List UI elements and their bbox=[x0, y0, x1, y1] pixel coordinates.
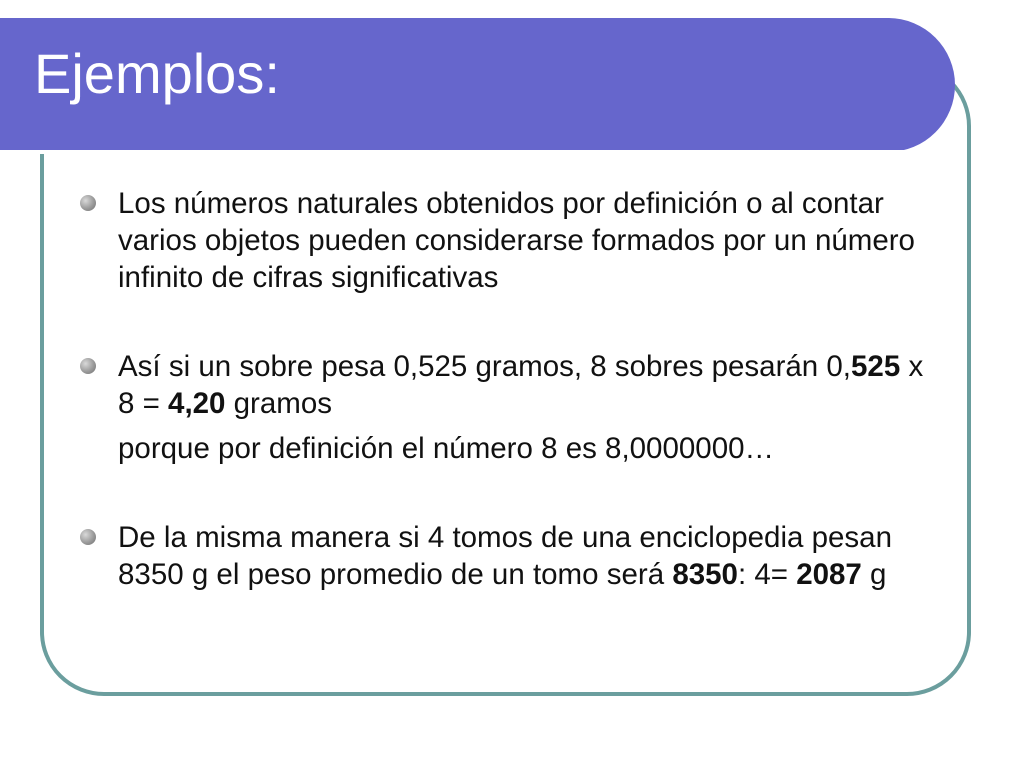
bullet-3-text-part3: : 4= bbox=[737, 558, 797, 591]
slide-title: Ejemplos: bbox=[34, 42, 280, 105]
bullet-dot-icon bbox=[80, 358, 96, 374]
bullet-item-1 bbox=[80, 185, 940, 296]
bullet-3-bold-2087: 2087 bbox=[796, 558, 862, 591]
bullet-item-3 bbox=[80, 519, 940, 593]
bullet-3-text-part1: De la misma manera si 4 tomos de una enciclopedia pesan 8350 g el peso promedio de un tomo será bbox=[118, 521, 892, 591]
title-underline bbox=[0, 150, 905, 154]
bullet-2-continuation: porque por definición el número 8 es 8,0000000… bbox=[118, 432, 775, 465]
bullet-dot-icon bbox=[80, 195, 96, 211]
bullet-2-bold-result: 4,20 bbox=[168, 387, 226, 420]
bullet-2-bold-525: 525 bbox=[851, 350, 901, 383]
bullet-1-text: Los números naturales obtenidos por definición o al contar varios objetos pueden considerarse formados por un número infinito de cifras significativas bbox=[118, 187, 915, 294]
bullet-2-text-part3: x 8 = bbox=[118, 350, 924, 420]
bullet-list bbox=[80, 185, 940, 593]
bullet-2-text-part1: Así si un sobre pesa 0,525 gramos, 8 sobres pesarán 0, bbox=[118, 350, 852, 383]
bullet-item-2 bbox=[80, 348, 940, 422]
bullet-2-text-part5: gramos bbox=[225, 387, 333, 420]
bullet-3-text-part5: g bbox=[861, 558, 887, 591]
bullet-3-bold-8350: 8350 bbox=[672, 558, 738, 591]
bullet-dot-icon bbox=[80, 529, 96, 545]
